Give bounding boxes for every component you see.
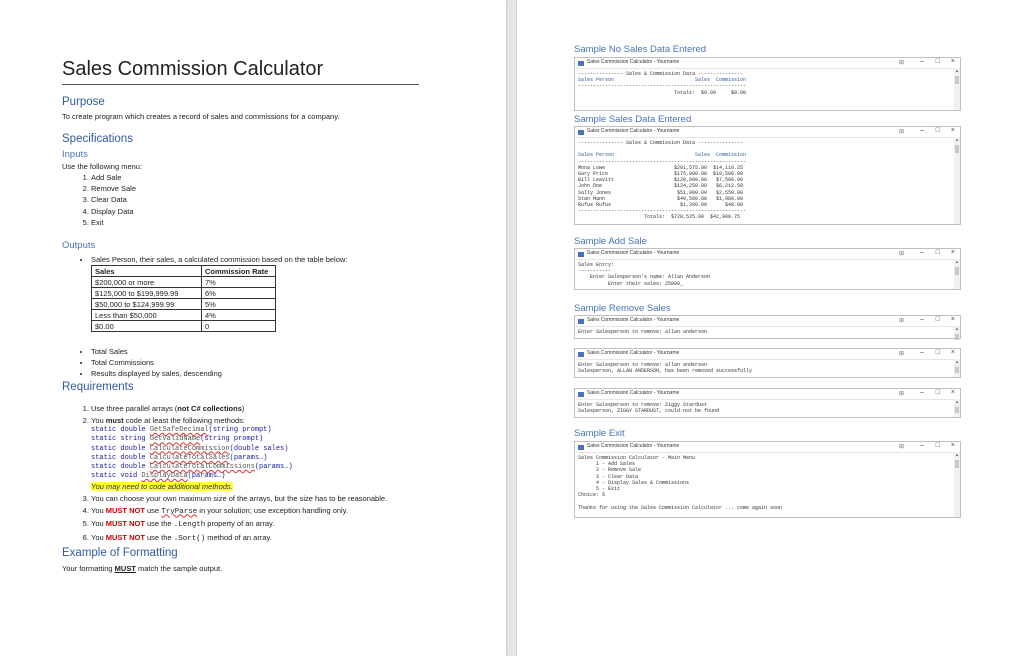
console-line: 1 - Add Sales (578, 461, 636, 468)
inputs-heading: Inputs (62, 149, 88, 160)
table-cell: 4% (202, 310, 276, 321)
requirements-list (77, 403, 387, 545)
console-scrollbar[interactable] (954, 68, 960, 110)
console-line: Gary Price $175,000.00 $10,500.00 (578, 171, 744, 178)
pin-icon[interactable]: ⊞ (898, 318, 904, 324)
method-signature: static double GetSafeDecimal(string prompt) (91, 426, 272, 435)
menu-item: 2. Remove Sale (91, 183, 136, 194)
table-header-row (92, 266, 276, 277)
window-title: Sales Commission Calculator - Yourname (587, 128, 680, 134)
console-line: -------------------------------------------------------- (578, 208, 747, 215)
console-output (575, 260, 960, 289)
method-signature: static string GetValidName(string prompt) (91, 435, 264, 444)
console-line: Sales Person Sales Commission (578, 152, 747, 159)
table-cell: 7% (202, 277, 276, 288)
scrollbar-thumb[interactable] (955, 76, 959, 84)
title-divider (62, 84, 419, 85)
console-line: Sales Entry: (578, 262, 615, 268)
console-line: Thanks for using the Sales Commission Calculator ... come again soon (578, 504, 783, 511)
method-signature: static double CalculateTotalCommissions(params…) (91, 463, 293, 471)
scroll-up-arrow-icon[interactable]: ▲ (955, 326, 959, 331)
console-window (574, 315, 961, 339)
console-app-icon (578, 130, 584, 135)
table-cell: $0.00 (92, 321, 202, 332)
method-signature: static double CalculateCommission(double sales) (91, 444, 289, 453)
pin-icon[interactable]: ⊞ (898, 129, 904, 135)
console-line: -------------------------------------------------------- (578, 158, 747, 165)
table-cell: 5% (202, 299, 276, 310)
console-app-icon (578, 392, 584, 397)
methods-note-highlight: You may need to code additional methods. (91, 482, 233, 492)
document-page-left (0, 0, 506, 656)
console-line: Mona Lowe $201,575.00 $14,110.25 (578, 164, 744, 171)
table-cell: 0 (202, 321, 276, 332)
menu-list (77, 172, 136, 228)
console-line: Enter Salesperson to remove: allan anderson (578, 329, 708, 335)
console-line: Choice: 5 (578, 492, 606, 499)
document-page-right (517, 0, 1024, 656)
table-row (92, 321, 276, 332)
requirement-item: 6. You MUST NOT use the .Sort() method of an array. (91, 532, 387, 546)
console-line: 2 - Remove Sale (578, 467, 642, 474)
window-titlebar (575, 349, 960, 360)
minimize-button[interactable]: – (920, 442, 924, 449)
console-line: Enter Salesperson's name: Allan Anderson (578, 274, 711, 281)
outputs-bullet: • Sales Person, their sales, a calculated commission based on the table below: (91, 254, 347, 265)
console-line: Sally Jones $51,000.00 $2,550.00 (578, 189, 744, 196)
minimize-button[interactable]: – (920, 389, 924, 396)
console-app-icon (578, 319, 584, 324)
purpose-heading: Purpose (62, 96, 105, 108)
console-window (574, 441, 961, 518)
pin-icon[interactable]: ⊞ (898, 60, 904, 66)
console-line: Sales Commission Calculator - Main Menu (578, 455, 696, 461)
console-app-icon (578, 445, 584, 450)
window-title: Sales Commission Calculator - Yourname (587, 390, 680, 396)
console-output (575, 400, 960, 416)
maximize-button[interactable]: □ (935, 58, 940, 65)
console-line: ----------- (578, 268, 612, 275)
document-title: Sales Commission Calculator (62, 58, 324, 80)
console-line: -------------------------------------------------------- (578, 83, 747, 90)
console-line: Enter their sales: 25000_ (578, 280, 684, 287)
table-cell: Less than $50,000 (92, 310, 202, 321)
outputs-bullet: • Total Commissions (91, 357, 222, 368)
window-title: Sales Commission Calculator - Yourname (587, 59, 680, 65)
close-button[interactable]: × (950, 127, 955, 134)
console-scrollbar[interactable] (954, 452, 960, 517)
pin-icon[interactable]: ⊞ (898, 351, 904, 357)
window-titlebar (575, 58, 960, 69)
maximize-button[interactable]: □ (935, 349, 940, 356)
scrollbar-thumb[interactable] (955, 367, 959, 373)
console-line: Stan Mann $49,500.00 $1,980.00 (578, 195, 744, 202)
pin-icon[interactable]: ⊞ (898, 391, 904, 397)
console-app-icon (578, 61, 584, 66)
maximize-button[interactable]: □ (935, 442, 940, 449)
window-titlebar (575, 389, 960, 400)
console-line: Salesperson, ZIGGY STARDUST, could not be found (578, 408, 720, 415)
example-heading: Example of Formatting (62, 547, 178, 559)
pin-icon[interactable]: ⊞ (898, 444, 904, 450)
console-line: 4 - Display Sales & Commissions (578, 479, 690, 486)
console-line: Salesperson, ALLAN ANDERSON, has been removed successfully (578, 368, 753, 375)
menu-item: 4. Display Data (91, 206, 136, 217)
console-output (575, 453, 960, 513)
scrollbar-thumb[interactable] (955, 267, 959, 275)
sample-caption: Sample Add Sale (574, 236, 647, 247)
scrollbar-thumb[interactable] (955, 407, 959, 413)
sample-caption: Sample Sales Data Entered (574, 114, 692, 125)
console-line: Totals: $728,525.00 $42,900.75 (578, 214, 741, 221)
scroll-up-arrow-icon[interactable]: ▲ (955, 452, 959, 457)
example-text: Your formatting MUST match the sample output. (62, 564, 223, 573)
scroll-up-arrow-icon[interactable]: ▲ (955, 137, 959, 142)
outputs-bullet: • Total Sales (91, 346, 222, 357)
maximize-button[interactable]: □ (935, 127, 940, 134)
console-line: --------------- Sales & Commission Data --------------- (578, 71, 744, 77)
requirement-item: 1. Use three parallel arrays (not C# collections) (91, 403, 387, 415)
window-titlebar (575, 127, 960, 138)
console-app-icon (578, 252, 584, 257)
requirement-item: 2. You must code at least the following methods: static double GetSafeDecimal(string prompt) static string GetValidName(string prompt) static double CalculateCommission(double sales) static double CalculateTotalSales(params…) static double CalculateTotalCommissions(params…) static void DisplayData(params…) You may need to code additional methods. (91, 415, 387, 493)
requirement-item: 4. You MUST NOT use TryParse in your solution; use exception handling only. (91, 505, 387, 519)
menu-item: 1. Add Sale (91, 172, 136, 183)
outputs-heading: Outputs (62, 240, 96, 251)
console-scrollbar[interactable] (954, 137, 960, 224)
console-output (575, 69, 960, 98)
close-button[interactable]: × (950, 316, 955, 323)
outputs-bullet: • Results displayed by sales, descending (91, 368, 222, 379)
table-header: Commission Rate (202, 266, 276, 277)
scroll-up-arrow-icon[interactable]: ▲ (955, 399, 959, 404)
inputs-intro: Use the following menu: (62, 162, 143, 171)
scroll-up-arrow-icon[interactable]: ▲ (955, 259, 959, 264)
close-button[interactable]: × (950, 442, 955, 449)
sample-caption: Sample Remove Sales (574, 303, 671, 314)
window-title: Sales Commission Calculator - Yourname (587, 317, 680, 323)
method-signature: static double CalculateTotalSales(params…) (91, 453, 268, 462)
menu-item: 5. Exit (91, 217, 136, 228)
sample-caption: Sample No Sales Data Entered (574, 44, 707, 55)
console-line: 5 - Exit (578, 486, 621, 493)
method-signature: static void DisplayData(params…) (91, 472, 226, 481)
window-title: Sales Commission Calculator - Yourname (587, 443, 680, 449)
window-titlebar (575, 249, 960, 260)
method-signatures (91, 426, 387, 481)
close-button[interactable]: × (950, 349, 955, 356)
close-button[interactable]: × (950, 249, 955, 256)
specifications-heading: Specifications (62, 133, 133, 145)
window-title: Sales Commission Calculator - Yourname (587, 250, 680, 256)
console-window (574, 57, 961, 111)
minimize-button[interactable]: – (920, 127, 924, 134)
maximize-button[interactable]: □ (935, 249, 940, 256)
menu-item: 3. Clear Data (91, 194, 136, 205)
requirement-item: 5. You MUST NOT use the .Length property of an array. (91, 518, 387, 532)
console-app-icon (578, 352, 584, 357)
close-button[interactable]: × (950, 389, 955, 396)
requirements-heading: Requirements (62, 381, 134, 393)
console-line: John Doe $124,250.00 $6,212.50 (578, 183, 744, 190)
table-row (92, 310, 276, 321)
table-row (92, 288, 276, 299)
console-line: Rufus Rufus $1,200.00 $48.00 (578, 202, 744, 209)
console-output (575, 360, 960, 376)
console-window (574, 248, 961, 290)
window-title: Sales Commission Calculator - Yourname (587, 350, 680, 356)
console-line: Enter Salesperson to remove: Ziggy Stardust (578, 402, 708, 408)
maximize-button[interactable]: □ (935, 316, 940, 323)
minimize-button[interactable]: – (920, 249, 924, 256)
console-line: Sales Person Sales Commission (578, 77, 747, 84)
minimize-button[interactable]: – (920, 349, 924, 356)
table-cell: 6% (202, 288, 276, 299)
console-window (574, 388, 961, 418)
close-button[interactable]: × (950, 58, 955, 65)
console-line: --------------- Sales & Commission Data --------------- (578, 140, 744, 146)
pin-icon[interactable]: ⊞ (898, 251, 904, 257)
table-header: Sales (92, 266, 202, 277)
console-window (574, 348, 961, 378)
scroll-up-arrow-icon[interactable]: ▲ (955, 68, 959, 73)
sample-caption: Sample Exit (574, 428, 625, 439)
scrollbar-thumb[interactable] (955, 145, 959, 153)
console-line: Enter Salesperson to remove: allan anderson (578, 362, 708, 368)
console-window (574, 126, 961, 225)
purpose-text: To create program which creates a record of sales and commissions for a company. (62, 112, 340, 121)
table-row (92, 277, 276, 288)
requirement-item: 3. You can choose your own maximum size of the arrays, but the size has to be reasonable. (91, 493, 387, 505)
scrollbar-thumb[interactable] (955, 334, 959, 340)
table-cell: $200,000 or more (92, 277, 202, 288)
scrollbar-thumb[interactable] (955, 460, 959, 468)
table-row (92, 299, 276, 310)
console-line: 3 - Clear Data (578, 473, 639, 480)
console-output (575, 138, 960, 223)
console-line: Totals: $0.00 $0.00 (578, 89, 747, 96)
maximize-button[interactable]: □ (935, 389, 940, 396)
window-titlebar (575, 442, 960, 453)
commission-rate-table (91, 265, 276, 332)
table-cell: $50,000 to $124,999.99 (92, 299, 202, 310)
console-line: Bill Leavitt $120,000.00 $7,500.00 (578, 177, 744, 184)
scroll-up-arrow-icon[interactable]: ▲ (955, 359, 959, 364)
minimize-button[interactable]: – (920, 58, 924, 65)
console-output (575, 327, 960, 337)
window-titlebar (575, 316, 960, 327)
outputs-list-2 (77, 346, 222, 380)
outputs-list-1 (77, 254, 347, 265)
minimize-button[interactable]: – (920, 316, 924, 323)
table-cell: $125,000 to $199,999.99 (92, 288, 202, 299)
